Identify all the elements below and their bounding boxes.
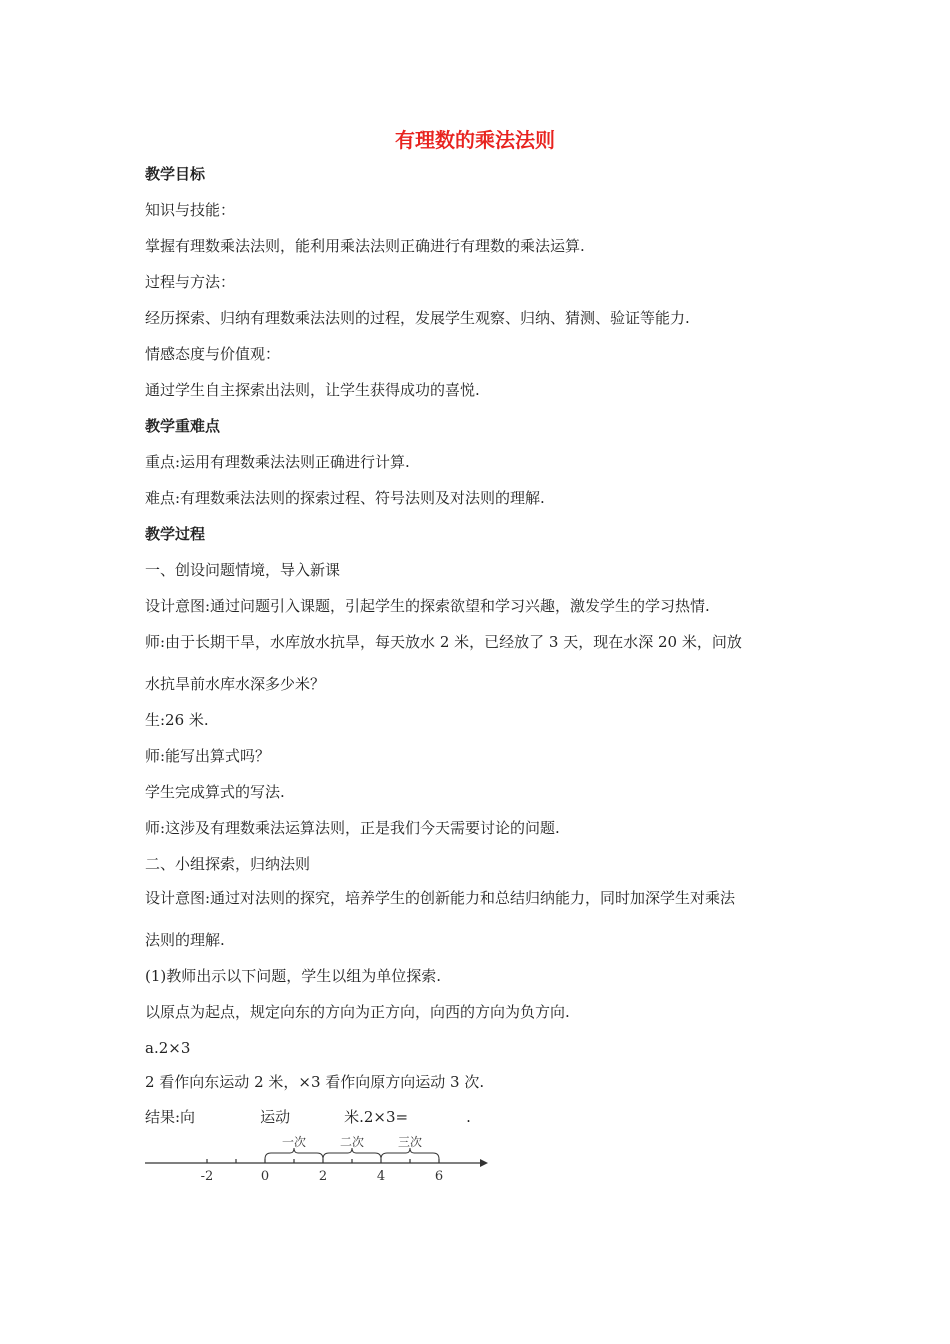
tick-label: 0 xyxy=(260,1169,270,1184)
section-heading: 教学目标 xyxy=(145,165,206,183)
text-line: 生:26 米. xyxy=(145,711,209,729)
result-part3: 米.2×3= xyxy=(344,1108,409,1126)
brace-label: 二次 xyxy=(339,1135,365,1149)
brace xyxy=(323,1148,381,1159)
text-line: 知识与技能： xyxy=(145,201,236,219)
text-line: 设计意图:通过问题引入课题，引起学生的探索欲望和学习兴趣，激发学生的学习热情. xyxy=(145,597,710,615)
text-line: 情感态度与价值观： xyxy=(145,345,281,363)
text-line: a.2×3 xyxy=(145,1039,191,1057)
brace xyxy=(265,1148,323,1159)
axis-arrow xyxy=(480,1159,488,1167)
text-line: 设计意图:通过对法则的探究，培养学生的创新能力和总结归纳能力，同时加深学生对乘法 xyxy=(145,889,736,907)
section-heading: 教学过程 xyxy=(145,525,206,543)
text-line: (1)教师出示以下问题，学生以组为单位探索. xyxy=(145,967,442,985)
tick-label: 6 xyxy=(434,1169,444,1184)
text-line: 掌握有理数乘法法则，能利用乘法法则正确进行有理数的乘法运算. xyxy=(145,237,585,255)
result-part2: 运动 xyxy=(260,1108,291,1126)
text-line: 二、小组探索，归纳法则 xyxy=(145,855,311,873)
text-line: 过程与方法： xyxy=(145,273,236,291)
number-line-diagram xyxy=(140,1133,500,1188)
text-line: 以原点为起点，规定向东的方向为正方向，向西的方向为负方向. xyxy=(145,1003,570,1021)
result-line xyxy=(145,1107,471,1127)
text-line: 经历探索、归纳有理数乘法法则的过程，发展学生观察、归纳、猜测、验证等能力. xyxy=(145,309,690,327)
text-line: 水抗旱前水库水深多少米？ xyxy=(145,675,326,693)
text-line: 重点:运用有理数乘法法则正确进行计算. xyxy=(145,453,410,471)
brace-label: 一次 xyxy=(281,1135,307,1149)
text-line: 学生完成算式的写法. xyxy=(145,783,285,801)
text-line: 2 看作向东运动 2 米，×3 看作向原方向运动 3 次. xyxy=(145,1073,485,1091)
tick-label: 4 xyxy=(376,1169,386,1184)
section-heading: 教学重难点 xyxy=(145,417,221,435)
text-line: 法则的理解. xyxy=(145,931,225,949)
tick-label: 2 xyxy=(318,1169,328,1184)
text-line: 难点:有理数乘法法则的探索过程、符号法则及对法则的理解. xyxy=(145,489,545,507)
tick-label: -2 xyxy=(200,1169,214,1184)
text-line: 一、创设问题情境，导入新课 xyxy=(145,561,341,579)
result-part4: . xyxy=(466,1108,471,1126)
text-line: 师:由于长期干旱，水库放水抗旱，每天放水 2 米，已经放了 3 天，现在水深 20 米，问放 xyxy=(145,633,742,651)
result-part1: 结果:向 xyxy=(145,1108,196,1126)
brace-label: 三次 xyxy=(397,1135,423,1149)
text-line: 通过学生自主探索出法则，让学生获得成功的喜悦. xyxy=(145,381,480,399)
page-title: 有理数的乘法法则 xyxy=(395,128,555,152)
text-line: 师:能写出算式吗？ xyxy=(145,747,271,765)
text-line: 师:这涉及有理数乘法运算法则，正是我们今天需要讨论的问题. xyxy=(145,819,560,837)
brace xyxy=(381,1148,439,1159)
